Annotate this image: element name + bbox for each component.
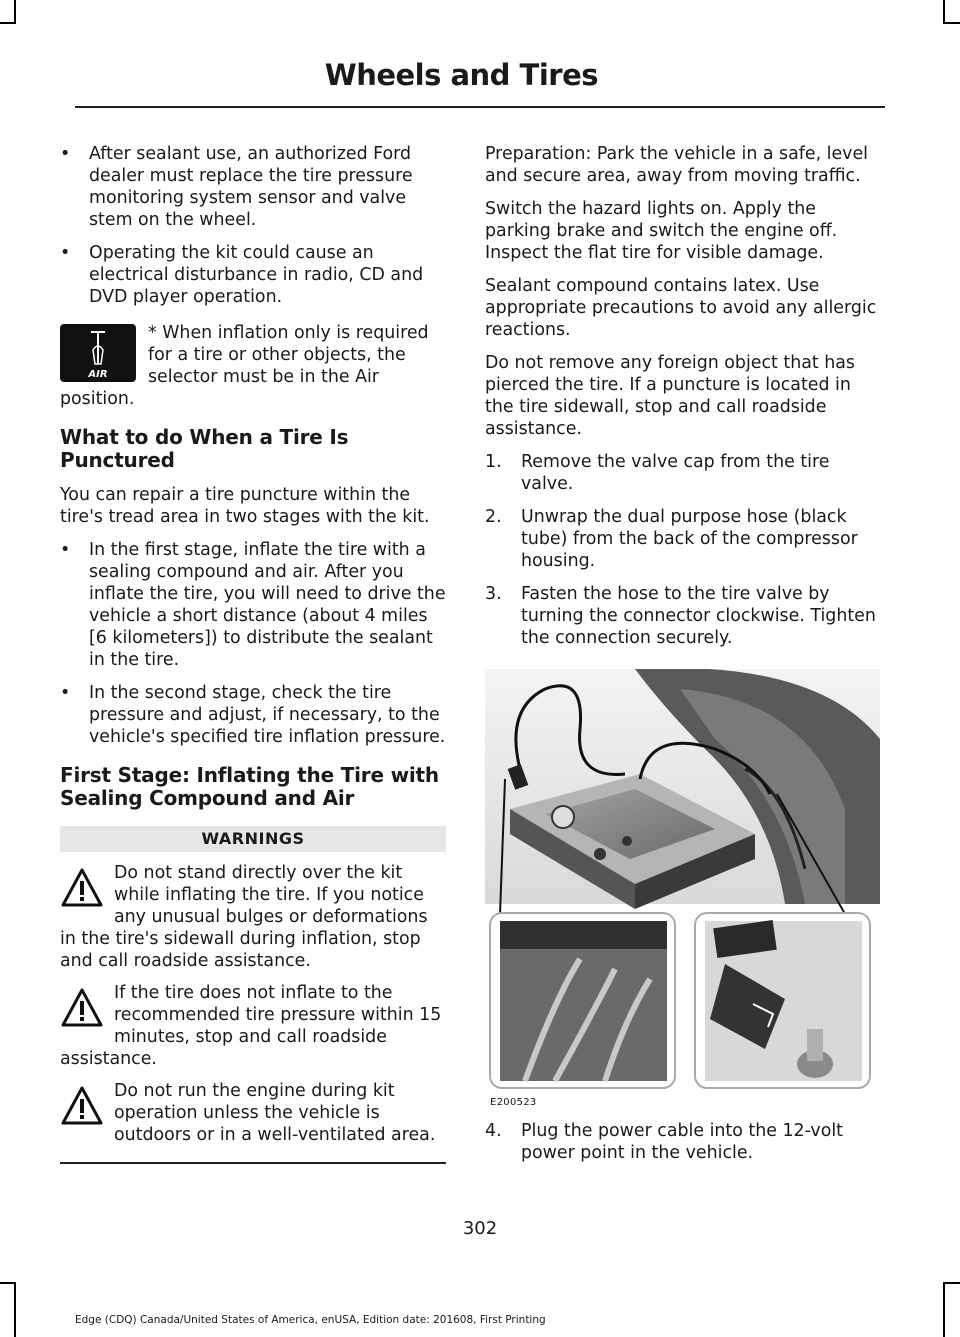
crop-mark bbox=[0, 22, 16, 24]
crop-mark bbox=[943, 0, 945, 22]
step-item: 2. Unwrap the dual purpose hose (black tube) from the back of the compressor housing. bbox=[485, 507, 858, 571]
step-item: 4. Plug the power cable into the 12-volt power point in the vehicle. bbox=[485, 1121, 843, 1163]
svg-text:AIR: AIR bbox=[88, 369, 108, 380]
warning-triangle-icon bbox=[60, 986, 104, 1030]
crop-mark bbox=[0, 1282, 16, 1284]
list-item: • After sealant use, an authorized Ford dealer must replace the tire pressure monitoring system sensor and valve stem on the wheel. bbox=[60, 144, 413, 230]
paragraph: Switch the hazard lights on. Apply the parking brake and switch the engine off. Inspect the flat tire for visible damage. bbox=[485, 199, 838, 263]
paragraph: Sealant compound contains latex. Use appropriate precautions to avoid any allergic reactions. bbox=[485, 276, 877, 340]
page-title: Wheels and Tires bbox=[324, 58, 598, 92]
header-divider bbox=[75, 106, 885, 108]
footer-text: Edge (CDQ) Canada/United States of America, enUSA, Edition date: 201608, First Printing bbox=[75, 1314, 546, 1326]
warning-item: Do not stand directly over the kit while inflating the tire. If you notice any unusual bulges or deformations in the tire's sidewall during inflation, stop and call roadside assistance. bbox=[60, 863, 428, 971]
right-column bbox=[485, 143, 880, 1175]
warnings-divider bbox=[60, 1162, 446, 1164]
step-item: 1. Remove the valve cap from the tire valve. bbox=[485, 452, 830, 494]
crop-mark bbox=[943, 22, 960, 24]
crop-mark bbox=[14, 1282, 16, 1337]
warning-triangle-icon bbox=[60, 866, 104, 910]
crop-mark bbox=[943, 1282, 945, 1337]
paragraph: Do not remove any foreign object that has pierced the tire. If a puncture is located in the tire sidewall, stop and call roadside assistance. bbox=[485, 353, 855, 439]
left-column bbox=[60, 143, 446, 1164]
compressor-illustration bbox=[485, 669, 880, 1114]
section-intro: You can repair a tire puncture within the tire's tread area in two stages with the kit. bbox=[60, 485, 430, 527]
list-item: • Operating the kit could cause an electrical disturbance in radio, CD and DVD player operation. bbox=[60, 243, 424, 307]
step-item: 3. Fasten the hose to the tire valve by turning the connector clockwise. Tighten the connection securely. bbox=[485, 584, 876, 648]
figure-label: E200523 bbox=[490, 1097, 537, 1108]
crop-mark bbox=[14, 0, 16, 22]
crop-mark bbox=[943, 1282, 960, 1284]
warning-item: If the tire does not inflate to the recommended tire pressure within 15 minutes, stop and call roadside assistance. bbox=[60, 983, 442, 1069]
air-selector-icon bbox=[60, 324, 136, 382]
section-heading: First Stage: Inflating the Tire with Sealing Compound and Air bbox=[60, 763, 439, 810]
page-number: 302 bbox=[462, 1218, 498, 1239]
paragraph: Preparation: Park the vehicle in a safe, level and secure area, away from moving traffic. bbox=[485, 144, 869, 186]
section-heading: What to do When a Tire Is Punctured bbox=[60, 425, 349, 472]
list-item: • In the first stage, inflate the tire with a sealing compound and air. After you inflate the tire, you will need to drive the vehicle a short distance (about 4 miles [6 kilometers]) to distribute the sealant in the tire. bbox=[60, 540, 446, 670]
illustration-drawing bbox=[485, 669, 880, 1094]
warning-item: Do not run the engine during kit operation unless the vehicle is outdoors or in a well-ventilated area. bbox=[60, 1080, 446, 1146]
air-note: AIR * When inflation only is required for a tire or other objects, the selector must be in the Air position. bbox=[60, 323, 429, 409]
list-item: • In the second stage, check the tire pressure and adjust, if necessary, to the vehicle's specified tire inflation pressure. bbox=[60, 683, 446, 747]
warnings-header: WARNINGS bbox=[60, 826, 446, 852]
warning-triangle-icon bbox=[60, 1084, 104, 1128]
